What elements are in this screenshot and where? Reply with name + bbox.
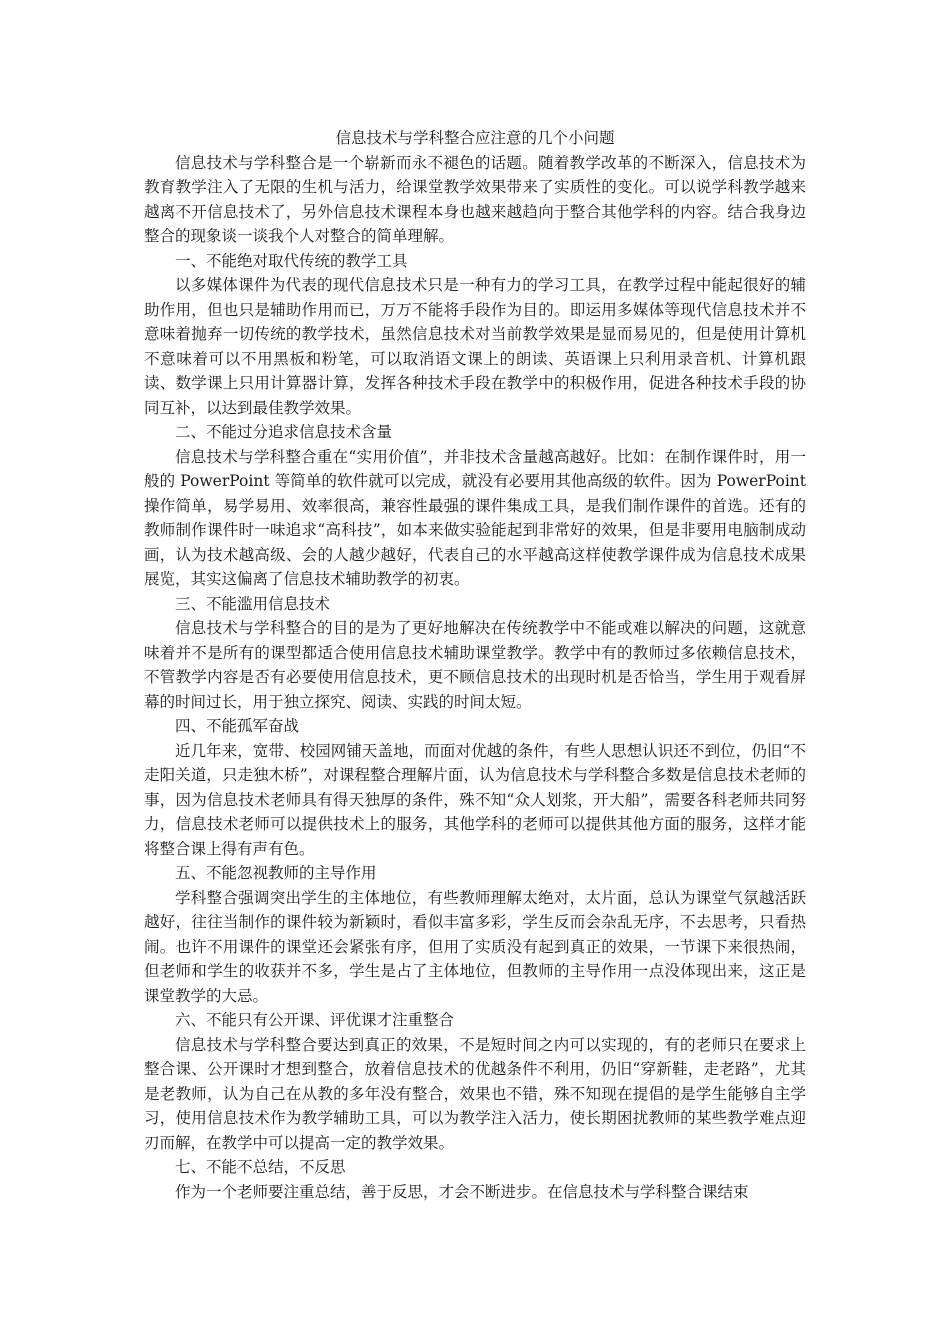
section-heading-5: 五、不能忽视教师的主导作用	[175, 864, 377, 882]
section-body-5: 学科整合强调突出学生的主体地位，有些教师理解太绝对，太片面，总认为课堂气氛越活跃越好，往往当制作的课件较为新颖时，看似丰富多彩，学生反而会杂乱无序，不去思考，只看热闹。也许不用课件的课堂还会紧张有序，但用了实质没有起到真正的效果，一节课下来很热闹，但老师和学生的收获并不多，学生是占了主体地位，但教师的主导作用一点没体现出来，这正是课堂教学的大忌。	[144, 888, 806, 1005]
section-heading-4: 四、不能孤军奋战	[175, 717, 300, 735]
document-title: 信息技术与学科整合应注意的几个小问题	[335, 129, 615, 147]
document-body	[144, 126, 806, 1204]
section-body-6: 信息技术与学科整合要达到真正的效果，不是短时间之内可以实现的，有的老师只在要求上整合课、公开课时才想到整合，放着信息技术的优越条件不利用，仍旧“穿新鞋，走老路”，尤其是老教师，认为自己在从教的多年没有整合，效果也不错，殊不知现在提倡的是学生能够自主学习，使用信息技术作为教学辅助工具，可以为教学注入活力，使长期困扰教师的某些教学难点迎刃而解，在教学中可以提高一定的教学效果。	[144, 1035, 806, 1152]
section-body-7: 作为一个老师要注重总结，善于反思，才会不断进步。在信息技术与学科整合课结束	[175, 1182, 749, 1201]
section-heading-7: 七、不能不总结，不反思	[175, 1158, 346, 1176]
section-heading-2: 二、不能过分追求信息技术含量	[175, 423, 393, 441]
section-body-2: 信息技术与学科整合重在“实用价值”，并非技术含量越高越好。比如：在制作课件时，用一般的 PowerPoint 等简单的软件就可以完成，就没有必要用其他高级的软件。因为 PowerPoint 操作简单，易学易用、效率很高，兼容性最强的课件集成工具，是我们制作课件的首选。还有的教师制作课件时一味追求“高科技”，如本来做实验能起到非常好的效果，但是非要用电脑制成动画，认为技术越高级、会的人越少越好，代表自己的水平越高这样使教学课件成为信息技术成果展览，其实这偏离了信息技术辅助教学的初衷。	[144, 447, 806, 588]
section-body-3: 信息技术与学科整合的目的是为了更好地解决在传统教学中不能或难以解决的问题，这就意味着并不是所有的课型都适合使用信息技术辅助课堂教学。教学中有的教师过多依赖信息技术，不管教学内容是否有必要使用信息技术，更不顾信息技术的出现时机是否恰当，学生用于观看屏幕的时间过长，用于独立探究、阅读、实践的时间太短。	[144, 619, 806, 711]
intro-paragraph: 信息技术与学科整合是一个崭新而永不褪色的话题。随着教学改革的不断深入，信息技术为教育教学注入了无限的生机与活力，给课堂教学效果带来了实质性的变化。可以说学科教学越来越离不开信息技术了，另外信息技术课程本身也越来越趋向于整合其他学科的内容。结合我身边整合的现象谈一谈我个人对整合的简单理解。	[144, 153, 806, 245]
section-heading-3: 三、不能滥用信息技术	[175, 594, 331, 613]
section-heading-6: 六、不能只有公开课、评优课才注重整合	[175, 1011, 455, 1029]
section-heading-1: 一、不能绝对取代传统的教学工具	[175, 251, 408, 270]
section-body-4: 近几年来，宽带、校园网铺天盖地，而面对优越的条件，有些人思想认识还不到位，仍旧“不走阳关道，只走独木桥”，对课程整合理解片面，认为信息技术与学科整合多数是信息技术老师的事，因为信息技术老师具有得天独厚的条件，殊不知“众人划浆，开大船”，需要各科老师共同努力，信息技术老师可以提供技术上的服务，其他学科的老师可以提供其他方面的服务，这样才能将整合课上得有声有色。	[144, 741, 806, 858]
section-body-1: 以多媒体课件为代表的现代信息技术只是一种有力的学习工具，在教学过程中能起很好的辅助作用，但也只是辅助作用而已，万万不能将手段作为目的。即运用多媒体等现代信息技术并不意味着抛弃一切传统的教学技术，虽然信息技术对当前教学效果是显而易见的，但是使用计算机不意味着可以不用黑板和粉笔，可以取消语文课上的朗读、英语课上只利用录音机、计算机跟读、数学课上只用计算器计算，发挥各种技术手段在教学中的积极作用，促进各种技术手段的协同互补，以达到最佳教学效果。	[144, 276, 806, 417]
